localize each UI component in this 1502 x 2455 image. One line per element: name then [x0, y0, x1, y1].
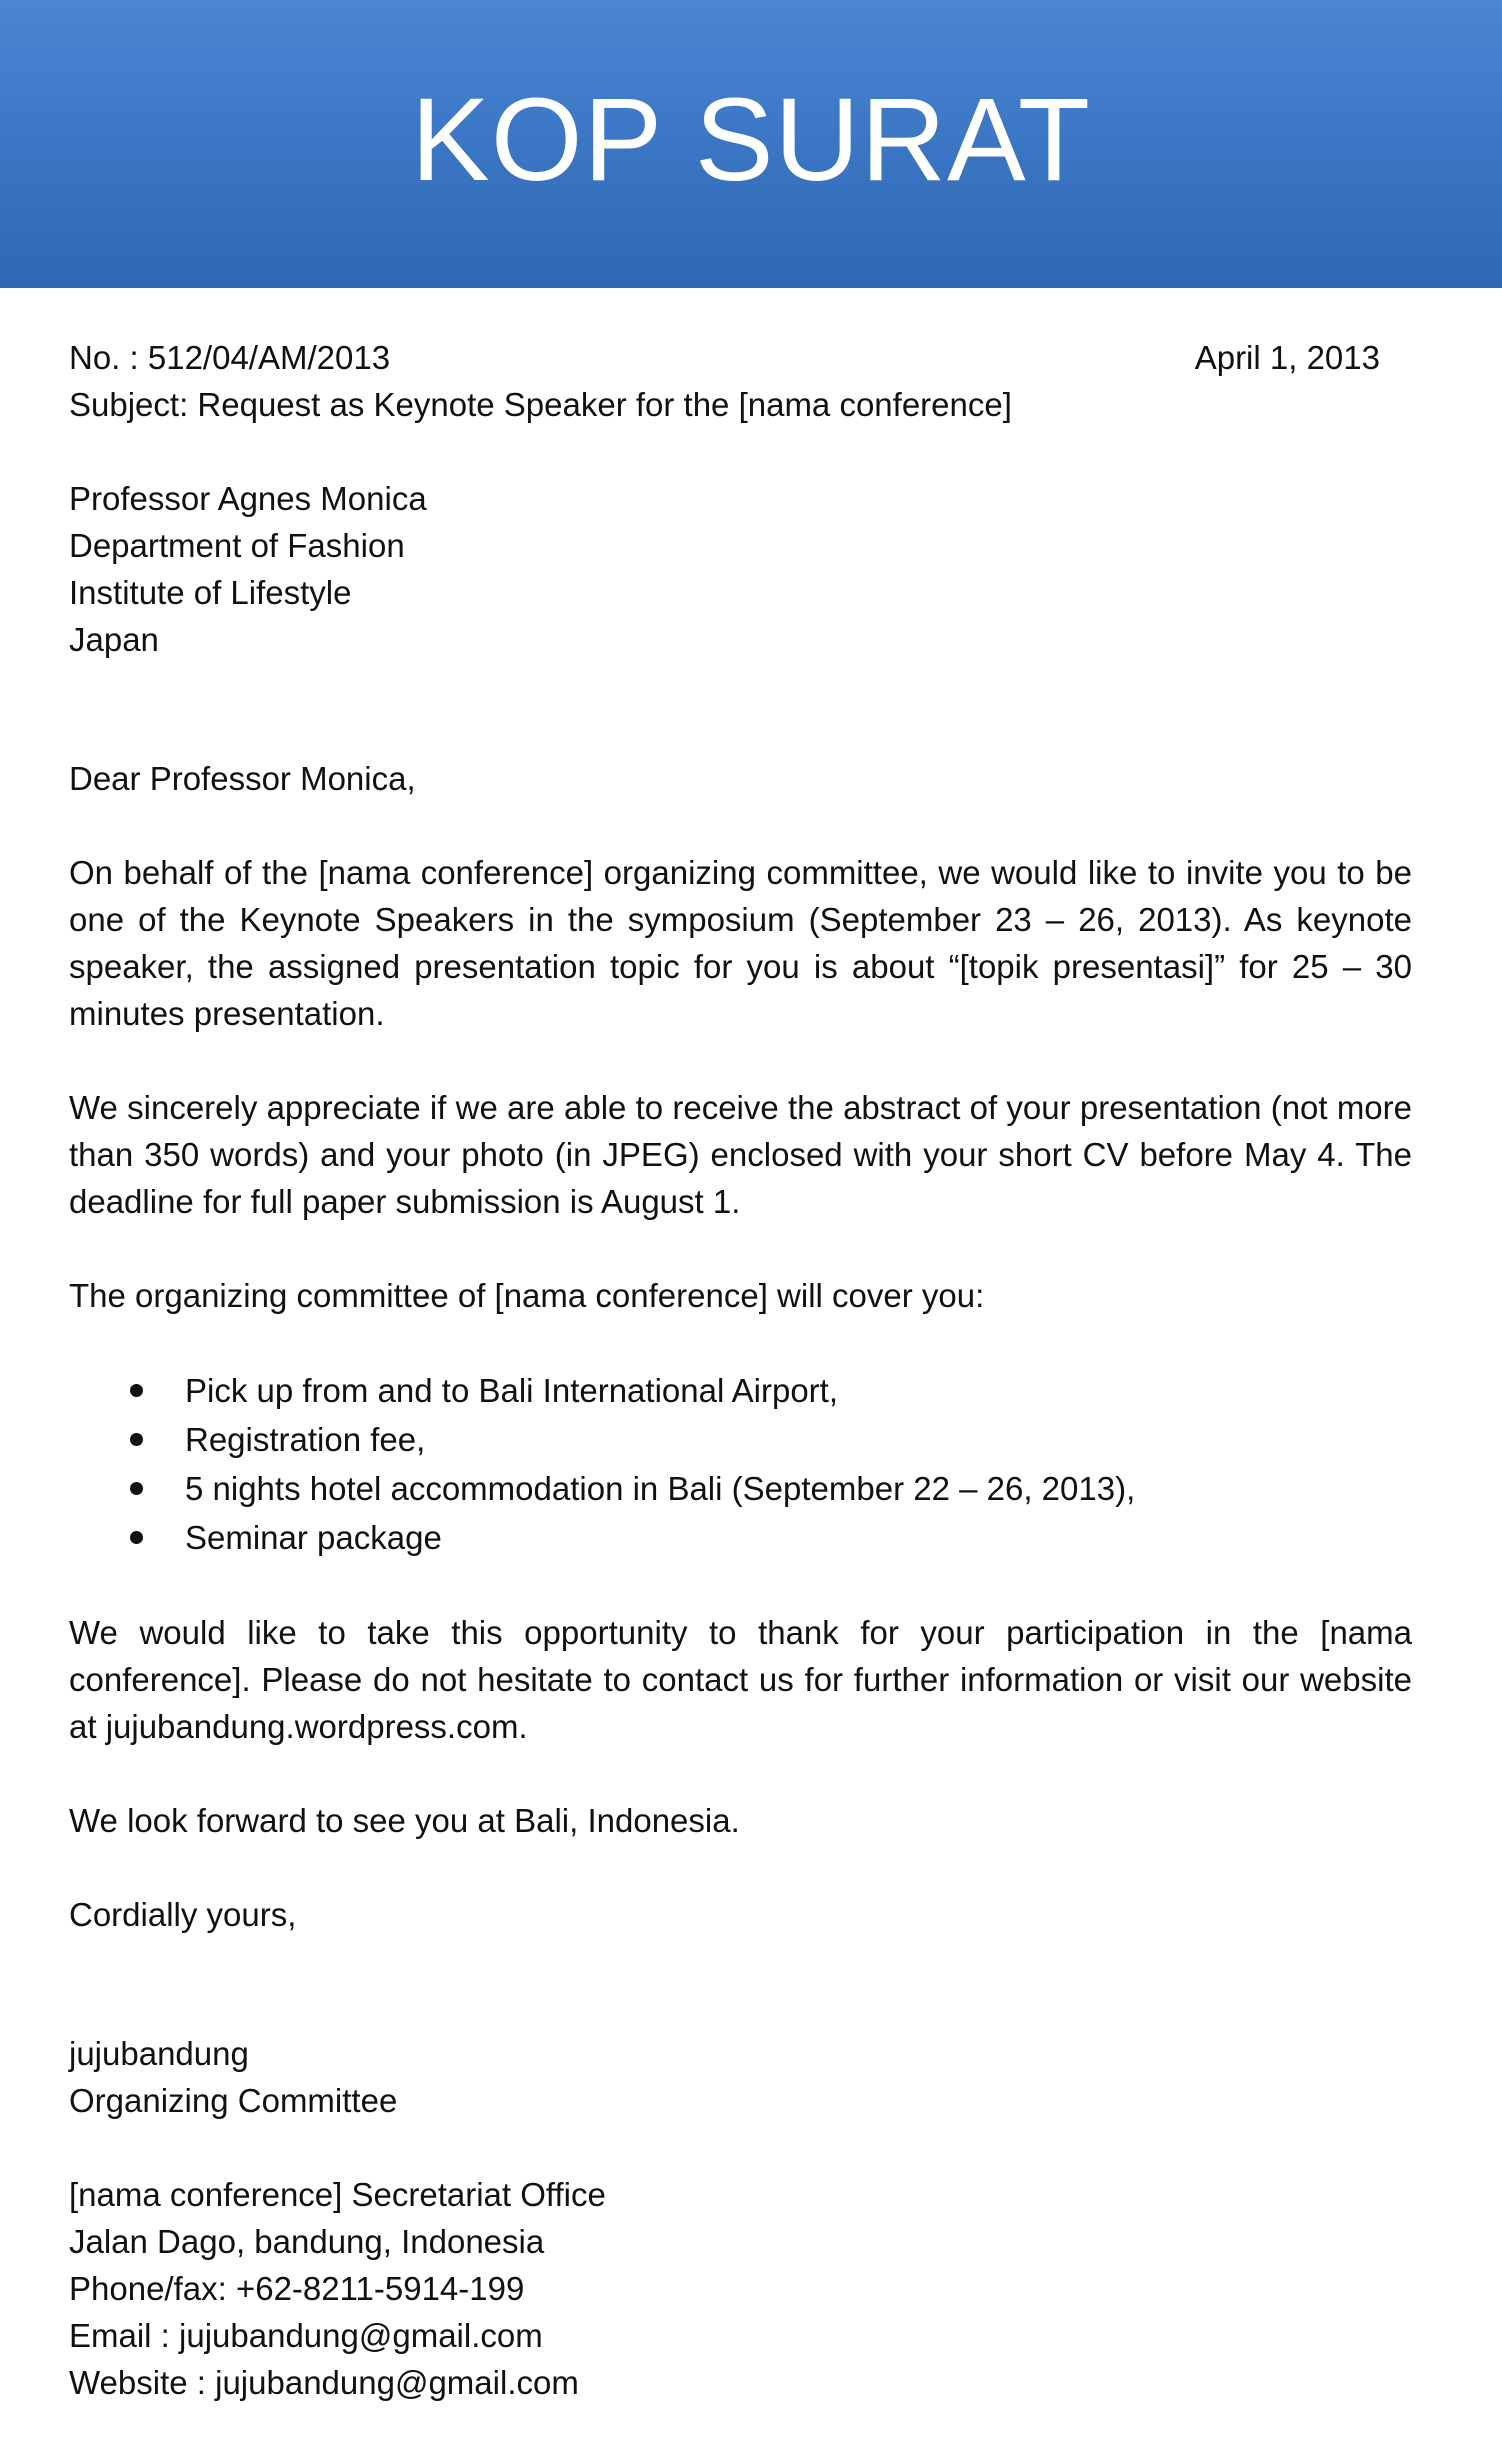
signature-block	[69, 2030, 1412, 2124]
cover-list	[69, 1366, 1412, 1562]
paragraph-invitation: On behalf of the [nama conference] organizing committee, we would like to invite you to be one of the Keynote Speakers in the symposium (September 23 – 26, 2013). As keynote speaker, the assigned presentation topic for you is about “[topik presentasi]” for 25 – 30 minutes presentation.	[69, 854, 1412, 1032]
contact-email: Email : jujubandung@gmail.com	[69, 2317, 543, 2354]
contact-block	[69, 2171, 1412, 2406]
bullet-icon	[130, 1482, 143, 1495]
signature-name: jujubandung	[69, 2035, 249, 2072]
paragraph-abstract-request: We sincerely appreciate if we are able to receive the abstract of your presentation (not more than 350 words) and your photo (in JPEG) enclosed with your short CV before May 4. The deadline for full paper submission is August 1.	[69, 1089, 1412, 1220]
recipient-country: Japan	[69, 621, 159, 658]
cover-intro: The organizing committee of [nama conference] will cover you:	[69, 1277, 985, 1314]
cover-item-text: Seminar package	[185, 1519, 442, 1556]
letterhead-banner	[0, 0, 1502, 288]
recipient-block	[69, 475, 1412, 663]
contact-address: Jalan Dago, bandung, Indonesia	[69, 2223, 545, 2260]
recipient-department: Department of Fashion	[69, 527, 405, 564]
list-item	[69, 1513, 1412, 1562]
list-item	[69, 1366, 1412, 1415]
letter-date: April 1, 2013	[1194, 339, 1380, 376]
recipient-institute: Institute of Lifestyle	[69, 574, 352, 611]
letterhead-title: KOP SURAT	[410, 74, 1091, 206]
signature-title: Organizing Committee	[69, 2082, 398, 2119]
letter-body	[69, 334, 1412, 2406]
bullet-icon	[130, 1433, 143, 1446]
letter-meta-row	[69, 334, 1412, 381]
paragraph-thanks: We would like to take this opportunity to thank for your participation in the [nama conference]. Please do not hesitate to contact us for further information or visit our website at jujubandung.wordpress.com.	[69, 1614, 1412, 1745]
contact-phone: Phone/fax: +62-8211-5914-199	[69, 2270, 525, 2307]
cover-item-text: 5 nights hotel accommodation in Bali (September 22 – 26, 2013),	[185, 1470, 1136, 1507]
list-item	[69, 1415, 1412, 1464]
contact-website: Website : jujubandung@gmail.com	[69, 2364, 579, 2401]
cover-item-text: Pick up from and to Bali International Airport,	[185, 1372, 839, 1409]
list-item	[69, 1464, 1412, 1513]
bullet-icon	[130, 1531, 143, 1544]
letter-subject: Subject: Request as Keynote Speaker for the [nama conference]	[69, 386, 1012, 423]
bullet-icon	[130, 1384, 143, 1397]
contact-office: [nama conference] Secretariat Office	[69, 2176, 606, 2213]
recipient-name: Professor Agnes Monica	[69, 480, 427, 517]
closing: Cordially yours,	[69, 1896, 297, 1933]
letter-number: No. : 512/04/AM/2013	[69, 339, 391, 376]
salutation: Dear Professor Monica,	[69, 760, 416, 797]
cover-item-text: Registration fee,	[185, 1421, 426, 1458]
paragraph-look-forward: We look forward to see you at Bali, Indonesia.	[69, 1802, 740, 1839]
